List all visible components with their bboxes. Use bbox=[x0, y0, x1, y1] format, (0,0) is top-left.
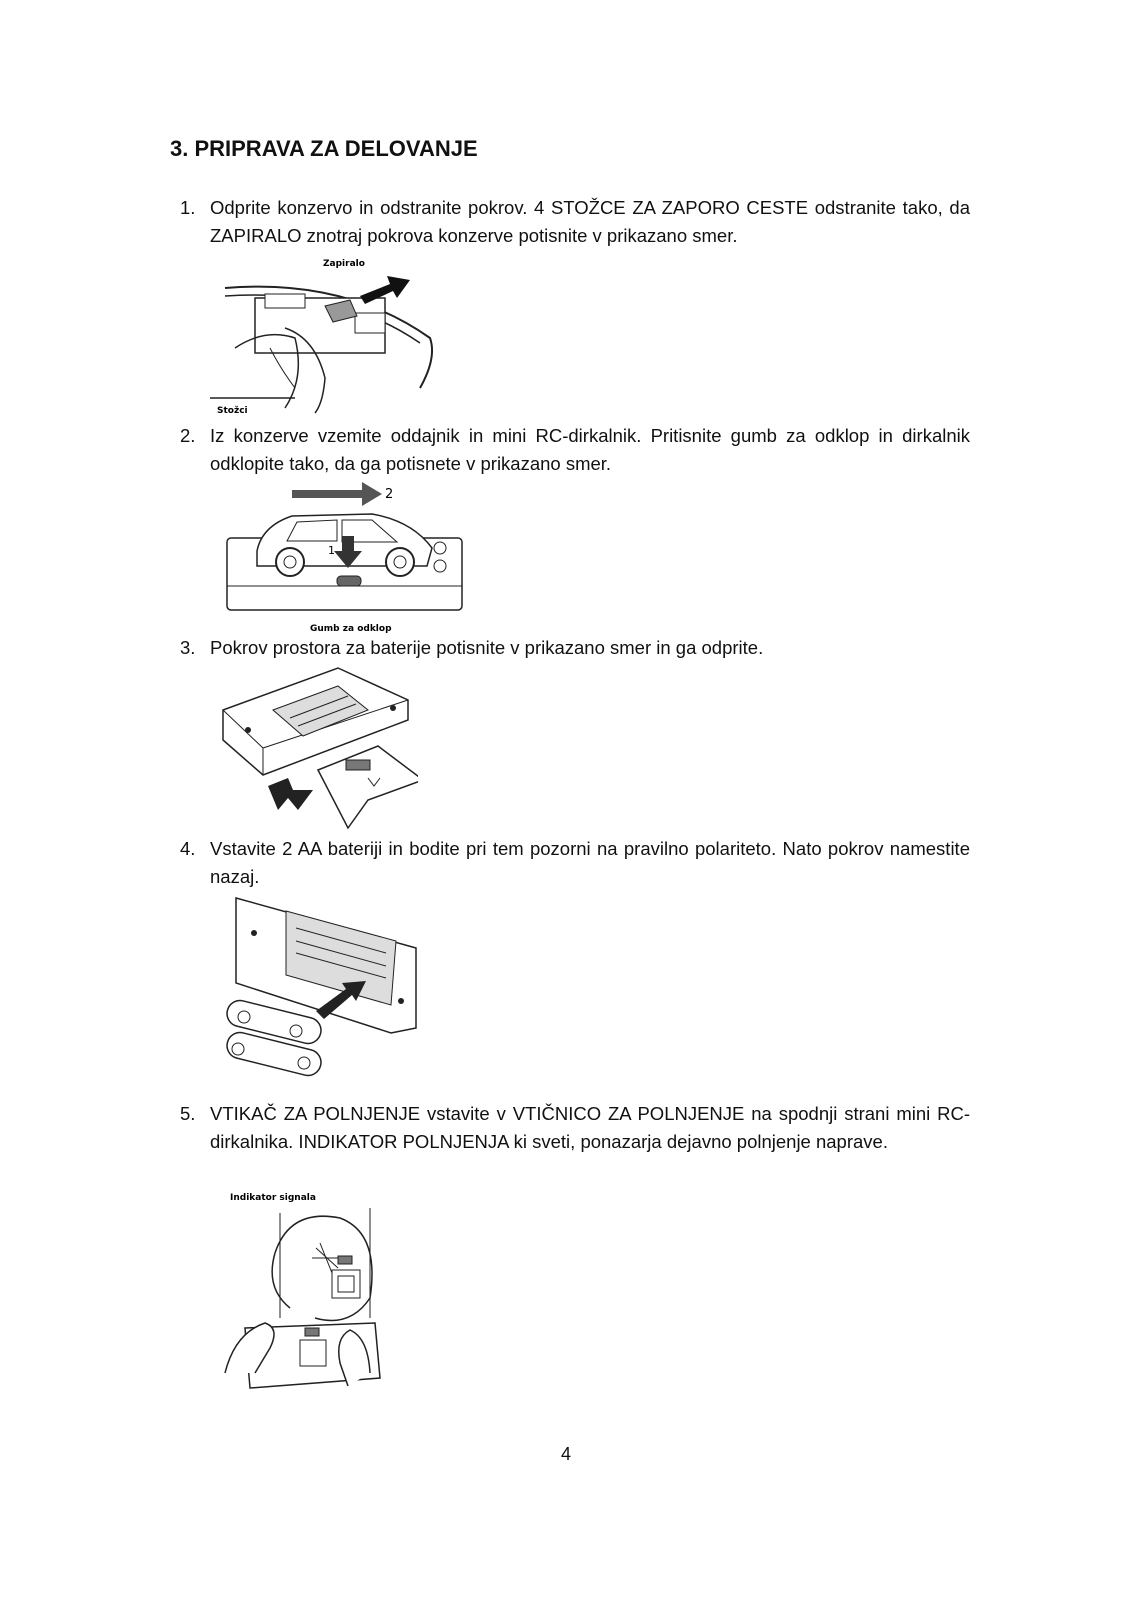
figure-label: Stožci bbox=[217, 406, 248, 416]
step-4 bbox=[170, 835, 970, 891]
page-number: 4 bbox=[560, 1444, 571, 1464]
figure-label: Indikator signala bbox=[230, 1193, 316, 1203]
step-text: Odprite konzervo in odstranite pokrov. 4 STOŽCE ZA ZAPORO CESTE odstranite tako, da ZAPIRALO znotraj pokrova konzerve potisnite v prikazano smer. bbox=[210, 197, 970, 246]
figure-car-release bbox=[222, 476, 477, 636]
figure-label: Zapiralo bbox=[323, 259, 365, 269]
step-text: Vstavite 2 AA bateriji in bodite pri tem pozorni na pravilno polariteto. Nato pokrov namestite nazaj. bbox=[210, 838, 970, 887]
step-number: 3. bbox=[180, 637, 196, 658]
figure-charging bbox=[220, 1188, 385, 1398]
figure-insert-batteries bbox=[216, 893, 426, 1093]
step-number: 2. bbox=[180, 425, 196, 446]
step-1 bbox=[170, 194, 970, 250]
step-3 bbox=[170, 634, 970, 662]
section-heading: 3. PRIPRAVA ZA DELOVANJE bbox=[170, 136, 478, 161]
step-2 bbox=[170, 422, 970, 478]
figure-battery-cover-open bbox=[218, 660, 418, 835]
step-text: Iz konzerve vzemite oddajnik in mini RC-dirkalnik. Pritisnite gumb za odklop in dirkalnik odklopite tako, da ga potisnete v prikazano smer. bbox=[210, 425, 970, 474]
step-text: Pokrov prostora za baterije potisnite v prikazano smer in ga odprite. bbox=[210, 637, 764, 658]
step-5 bbox=[170, 1100, 970, 1156]
figure-label: Gumb za odklop bbox=[310, 624, 392, 634]
figure-label: 2 bbox=[385, 487, 394, 502]
step-number: 5. bbox=[180, 1103, 196, 1124]
step-number: 1. bbox=[180, 197, 196, 218]
step-number: 4. bbox=[180, 838, 196, 859]
figure-label: 1 bbox=[328, 544, 335, 557]
step-text: VTIKAČ ZA POLNJENJE vstavite v VTIČNICO ZA POLNJENJE na spodnji strani mini RC-dirkalnika. INDIKATOR POLNJENJA ki sveti, ponazarja dejavno polnjenje naprave. bbox=[210, 1103, 970, 1152]
figure-can-lid-cones bbox=[205, 258, 445, 418]
